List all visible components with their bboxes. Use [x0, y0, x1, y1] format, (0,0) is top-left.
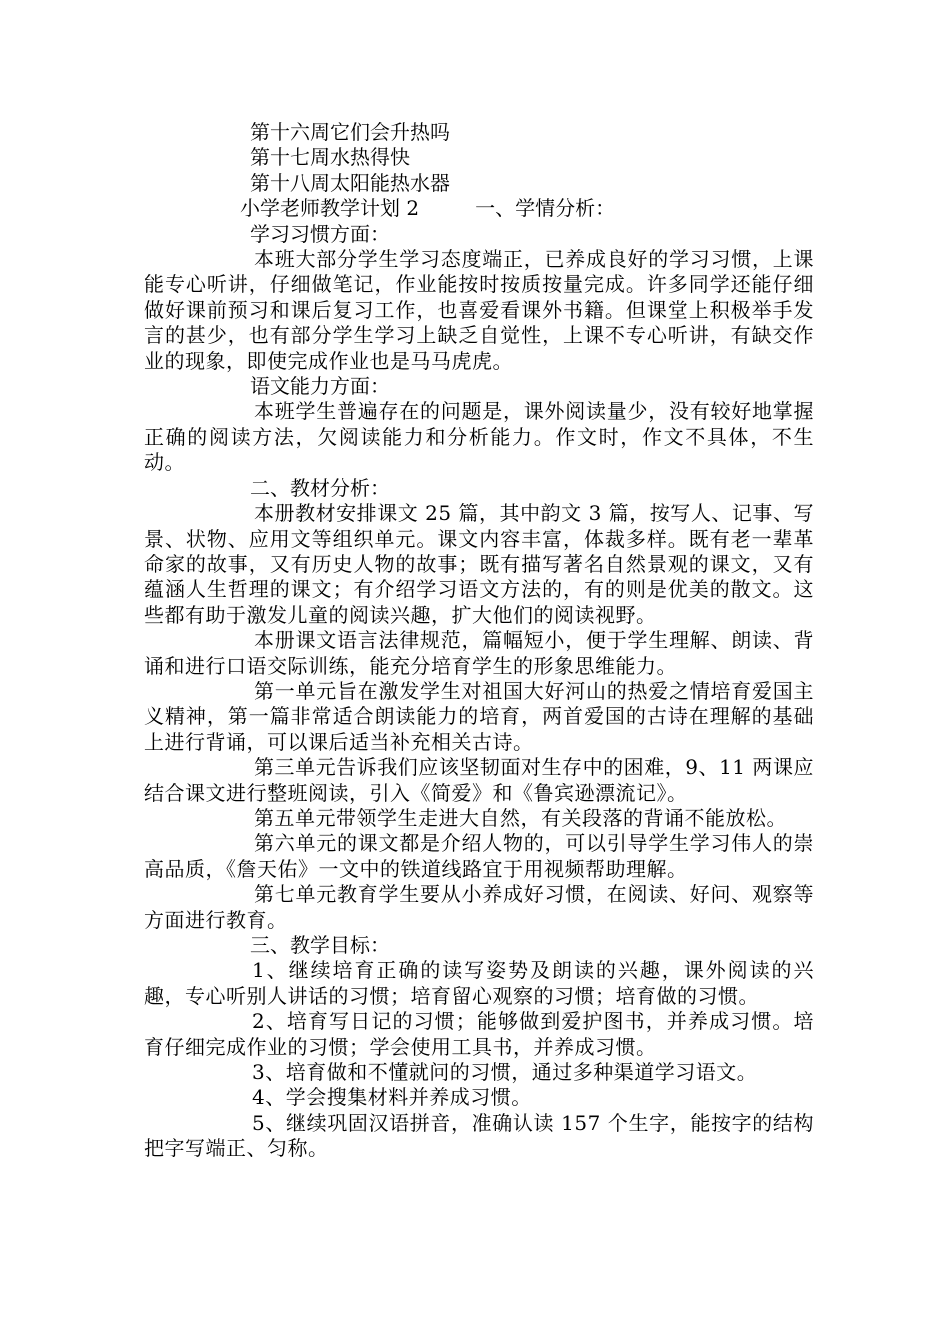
goal-3: 3、培育做和不懂就问的习惯，通过多种渠道学习语文。	[252, 1060, 758, 1085]
document-body	[144, 120, 814, 1162]
goal-2: 2、培育写日记的习惯；能够做到爱护图书，并养成习惯。培育仔细完成作业的习惯；学会使用工具书，并养成习惯。	[144, 1009, 814, 1059]
plan-title-row	[144, 196, 814, 221]
goal-1: 1、继续培育正确的读写姿势及朗读的兴趣，课外阅读的兴趣，专心听别人讲话的习惯；培育留心观察的习惯；培育做的习惯。	[144, 958, 814, 1008]
plan-title: 小学老师教学计划 2	[240, 196, 420, 221]
goal-5: 5、继续巩固汉语拼音，准确认读 157 个生字，能按字的结构把字写端正、匀称。	[144, 1110, 814, 1161]
section1-heading: 一、学情分析：	[475, 196, 616, 221]
schedule-week-16: 第十六周它们会升热吗	[250, 120, 450, 144]
goal-4: 4、学会搜集材料并养成习惯。	[252, 1085, 532, 1110]
habits-heading: 学习习惯方面：	[250, 221, 390, 246]
materials-paragraph-7: 第七单元教育学生要从小养成好习惯，在阅读、好问、观察等方面进行教育。	[144, 882, 814, 932]
schedule-week-18: 第十八周太阳能热水器	[250, 170, 450, 195]
section2-heading: 二、教材分析：	[250, 475, 390, 500]
schedule-week-17: 第十七周水热得快	[250, 145, 410, 170]
ability-heading: 语文能力方面：	[250, 374, 390, 399]
materials-paragraph-5: 第五单元带领学生走进大自然，有关段落的背诵不能放松。	[254, 805, 787, 830]
habits-paragraph: 本班大部分学生学习态度端正，已养成良好的学习习惯，上课能专心听讲，仔细做笔记，作业能按时按质按量完成。许多同学还能仔细做好课前预习和课后复习工作，也喜爱看课外书籍。但课堂上积极举手发言的甚少，也有部分学生学习上缺乏自觉性，上课不专心听讲，有缺交作业的现象，即使完成作业也是马马虎虎。	[144, 247, 814, 373]
materials-paragraph-1: 本册教材安排课文 25 篇，其中韵文 3 篇，按写人、记事、写景、状物、应用文等组织单元。课文内容丰富，体裁多样。既有老一辈革命家的故事，又有历史人物的故事；既有描写著名自然景观的课文，又有蕴涵人生哲理的课文；有介绍学习语文方法的，有的则是优美的散文。这些都有助于激发儿童的阅读兴趣，扩大他们的阅读视野。	[144, 501, 814, 627]
materials-paragraph-3: 第一单元旨在激发学生对祖国大好河山的热爱之情培育爱国主义精神，第一篇非常适合朗读能力的培育，两首爱国的古诗在理解的基础上进行背诵，可以课后适当补充相关古诗。	[144, 678, 814, 754]
section3-heading: 三、教学目标：	[250, 933, 390, 957]
materials-paragraph-2: 本册课文语言法律规范，篇幅短小，便于学生理解、朗读、背诵和进行口语交际训练，能充分培育学生的形象思维能力。	[144, 628, 814, 678]
materials-paragraph-4: 第三单元告诉我们应该坚韧面对生存中的困难，9、11 两课应结合课文进行整班阅读，引入《简爱》和《鲁宾逊漂流记》。	[144, 755, 814, 805]
ability-paragraph: 本班学生普遍存在的问题是，课外阅读量少，没有较好地掌握正确的阅读方法，欠阅读能力和分析能力。作文时，作文不具体，不生动。	[144, 399, 814, 475]
materials-paragraph-6: 第六单元的课文都是介绍人物的，可以引导学生学习伟人的崇高品质，《詹天佑》一文中的铁道线路宜于用视频帮助理解。	[144, 831, 814, 881]
